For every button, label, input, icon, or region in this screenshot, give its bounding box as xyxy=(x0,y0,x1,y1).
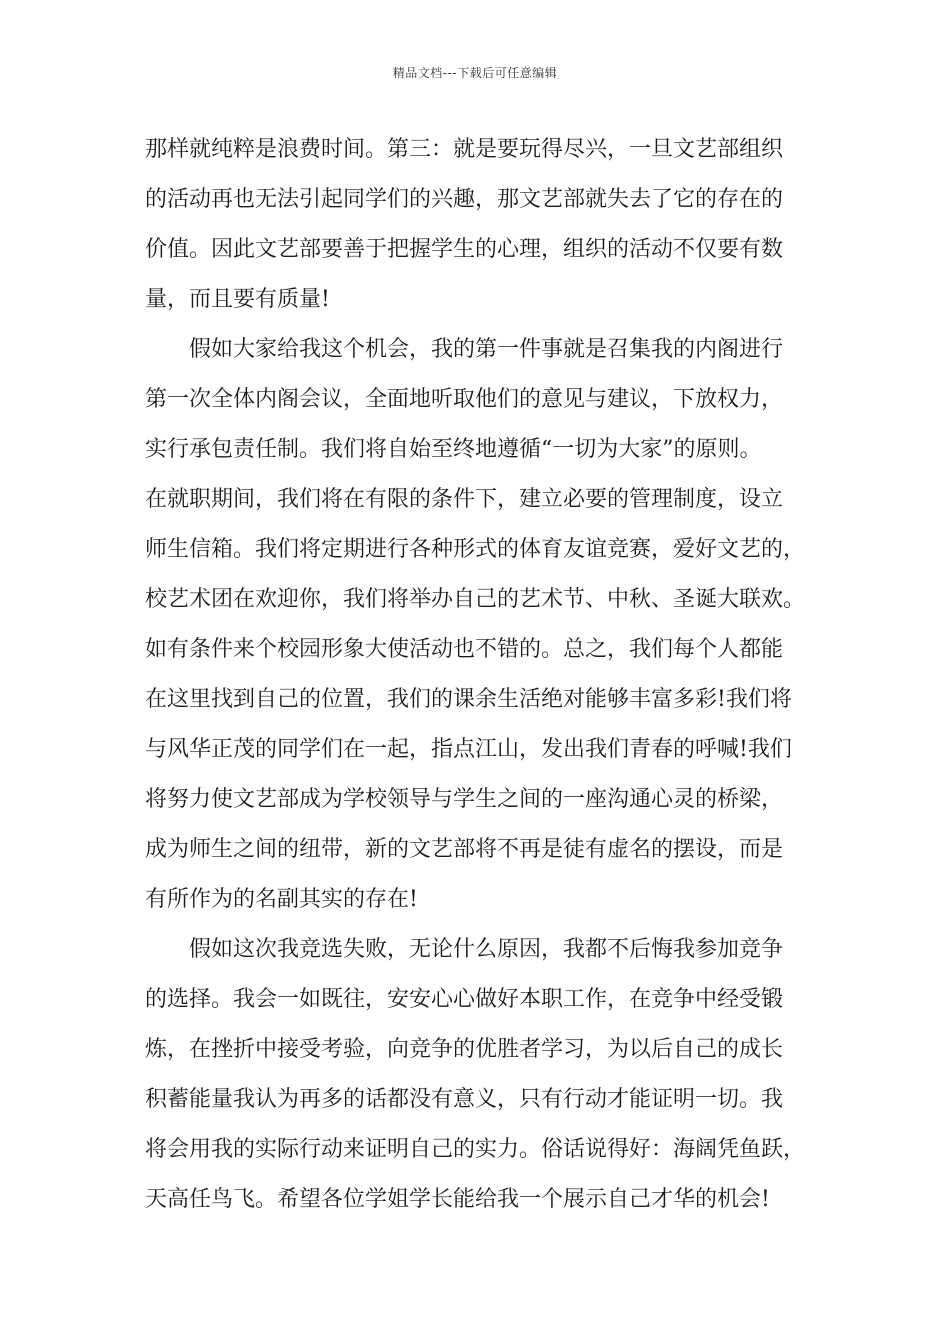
text-line: 炼，在挫折中接受考验，向竞争的优胜者学习，为以后自己的成长 xyxy=(145,1037,784,1062)
text-line: 在就职期间，我们将在有限的条件下，建立必要的管理制度，设立 xyxy=(145,487,784,512)
text-line: 价值。因此文艺部要善于把握学生的心理，组织的活动不仅要有数 xyxy=(145,237,784,262)
text-line: 有所作为的名副其实的存在! xyxy=(145,887,418,912)
text-line: 积蓄能量我认为再多的话都没有意义，只有行动才能证明一切。我 xyxy=(145,1087,784,1112)
text-line: 将努力使文艺部成为学校领导与学生之间的一座沟通心灵的桥梁， xyxy=(145,787,784,812)
document-body xyxy=(145,125,810,1225)
text-line: 那样就纯粹是浪费时间。第三：就是要玩得尽兴，一旦文艺部组织 xyxy=(145,137,784,162)
text-line: 量，而且要有质量! xyxy=(145,287,330,312)
text-line: 与风华正茂的同学们在一起，指点江山，发出我们青春的呼喊!我们 xyxy=(145,737,792,762)
text-line: 天高任鸟飞。希望各位学姐学长能给我一个展示自己才华的机会! xyxy=(145,1187,770,1212)
text-line: 将会用我的实际行动来证明自己的实力。俗话说得好：海阔凭鱼跃， xyxy=(145,1137,806,1162)
page-header: 精品文档---下载后可任意编辑 xyxy=(392,66,558,80)
text-line: 的选择。我会一如既往，安安心心做好本职工作，在竞争中经受锻 xyxy=(145,987,784,1012)
text-line: 成为师生之间的纽带，新的文艺部将不再是徒有虚名的摆设，而是 xyxy=(145,837,784,862)
text-line: 校艺术团在欢迎你，我们将举办自己的艺术节、中秋、圣诞大联欢。 xyxy=(145,587,806,612)
text-line: 实行承包责任制。我们将自始至终地遵循“一切为大家”的原则。 xyxy=(145,437,762,462)
paragraph-start-line: 假如大家给我这个机会，我的第一件事就是召集我的内阁进行 xyxy=(145,337,784,362)
text-line: 在这里找到自己的位置，我们的课余生活绝对能够丰富多彩!我们将 xyxy=(145,687,792,712)
text-line: 第一次全体内阁会议，全面地听取他们的意见与建议，下放权力， xyxy=(145,387,784,412)
text-line: 如有条件来个校园形象大使活动也不错的。总之，我们每个人都能 xyxy=(145,637,784,662)
text-line: 师生信箱。我们将定期进行各种形式的体育友谊竞赛，爱好文艺的， xyxy=(145,537,806,562)
text-line: 的活动再也无法引起同学们的兴趣，那文艺部就失去了它的存在的 xyxy=(145,187,784,212)
paragraph-start-line: 假如这次我竞选失败，无论什么原因，我都不后悔我参加竞争 xyxy=(145,937,784,962)
